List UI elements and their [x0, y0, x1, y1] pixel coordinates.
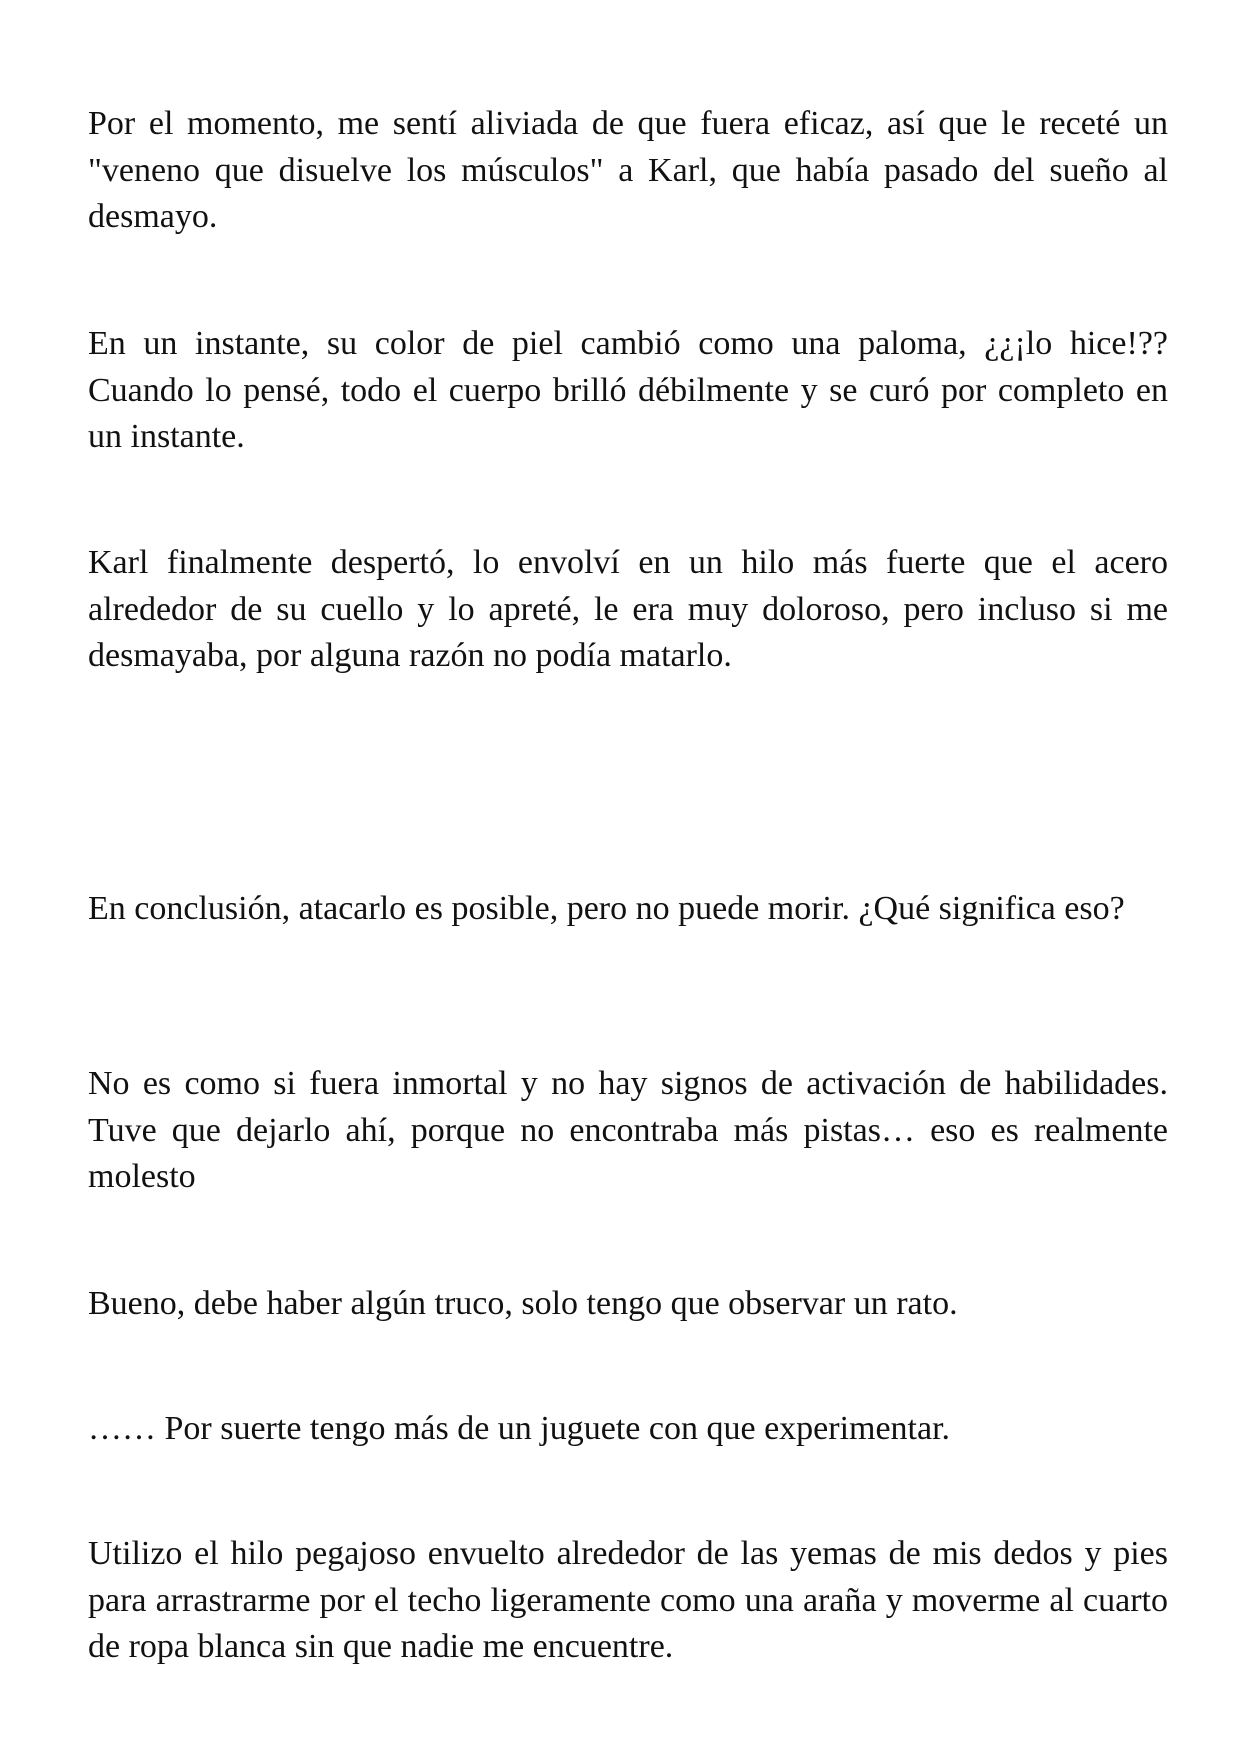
paragraph: No es como si fuera inmortal y no hay signos de activación de habilidades. Tuve que dejarlo ahí, porque no encontraba más pistas… eso es realmente molesto: [88, 1065, 1168, 1195]
paragraph: Karl finalmente despertó, lo envolví en un hilo más fuerte que el acero alrededor de su cuello y lo apreté, le era muy doloroso, pero incluso si me desmayaba, por alguna razón no podía matarlo.: [88, 544, 1168, 674]
paragraph: En conclusión, atacarlo es posible, pero no puede morir. ¿Qué significa eso?: [88, 890, 1125, 927]
paragraph: Bueno, debe haber algún truco, solo tengo que observar un rato.: [88, 1285, 958, 1322]
paragraph: Utilizo el hilo pegajoso envuelto alrededor de las yemas de mis dedos y pies para arrastrarme por el techo ligeramente como una araña y moverme al cuarto de ropa blanca sin que nadie me encuentre.: [88, 1535, 1168, 1665]
paragraph: …… Por suerte tengo más de un juguete con que experimentar.: [88, 1410, 951, 1447]
paragraph: En un instante, su color de piel cambió como una paloma, ¿¿¡lo hice!?? Cuando lo pensé, todo el cuerpo brilló débilmente y se curó por completo en un instante.: [88, 325, 1168, 455]
paragraph: Por el momento, me sentí aliviada de que fuera eficaz, así que le receté un "veneno que disuelve los músculos" a Karl, que había pasado del sueño al desmayo.: [88, 105, 1168, 235]
